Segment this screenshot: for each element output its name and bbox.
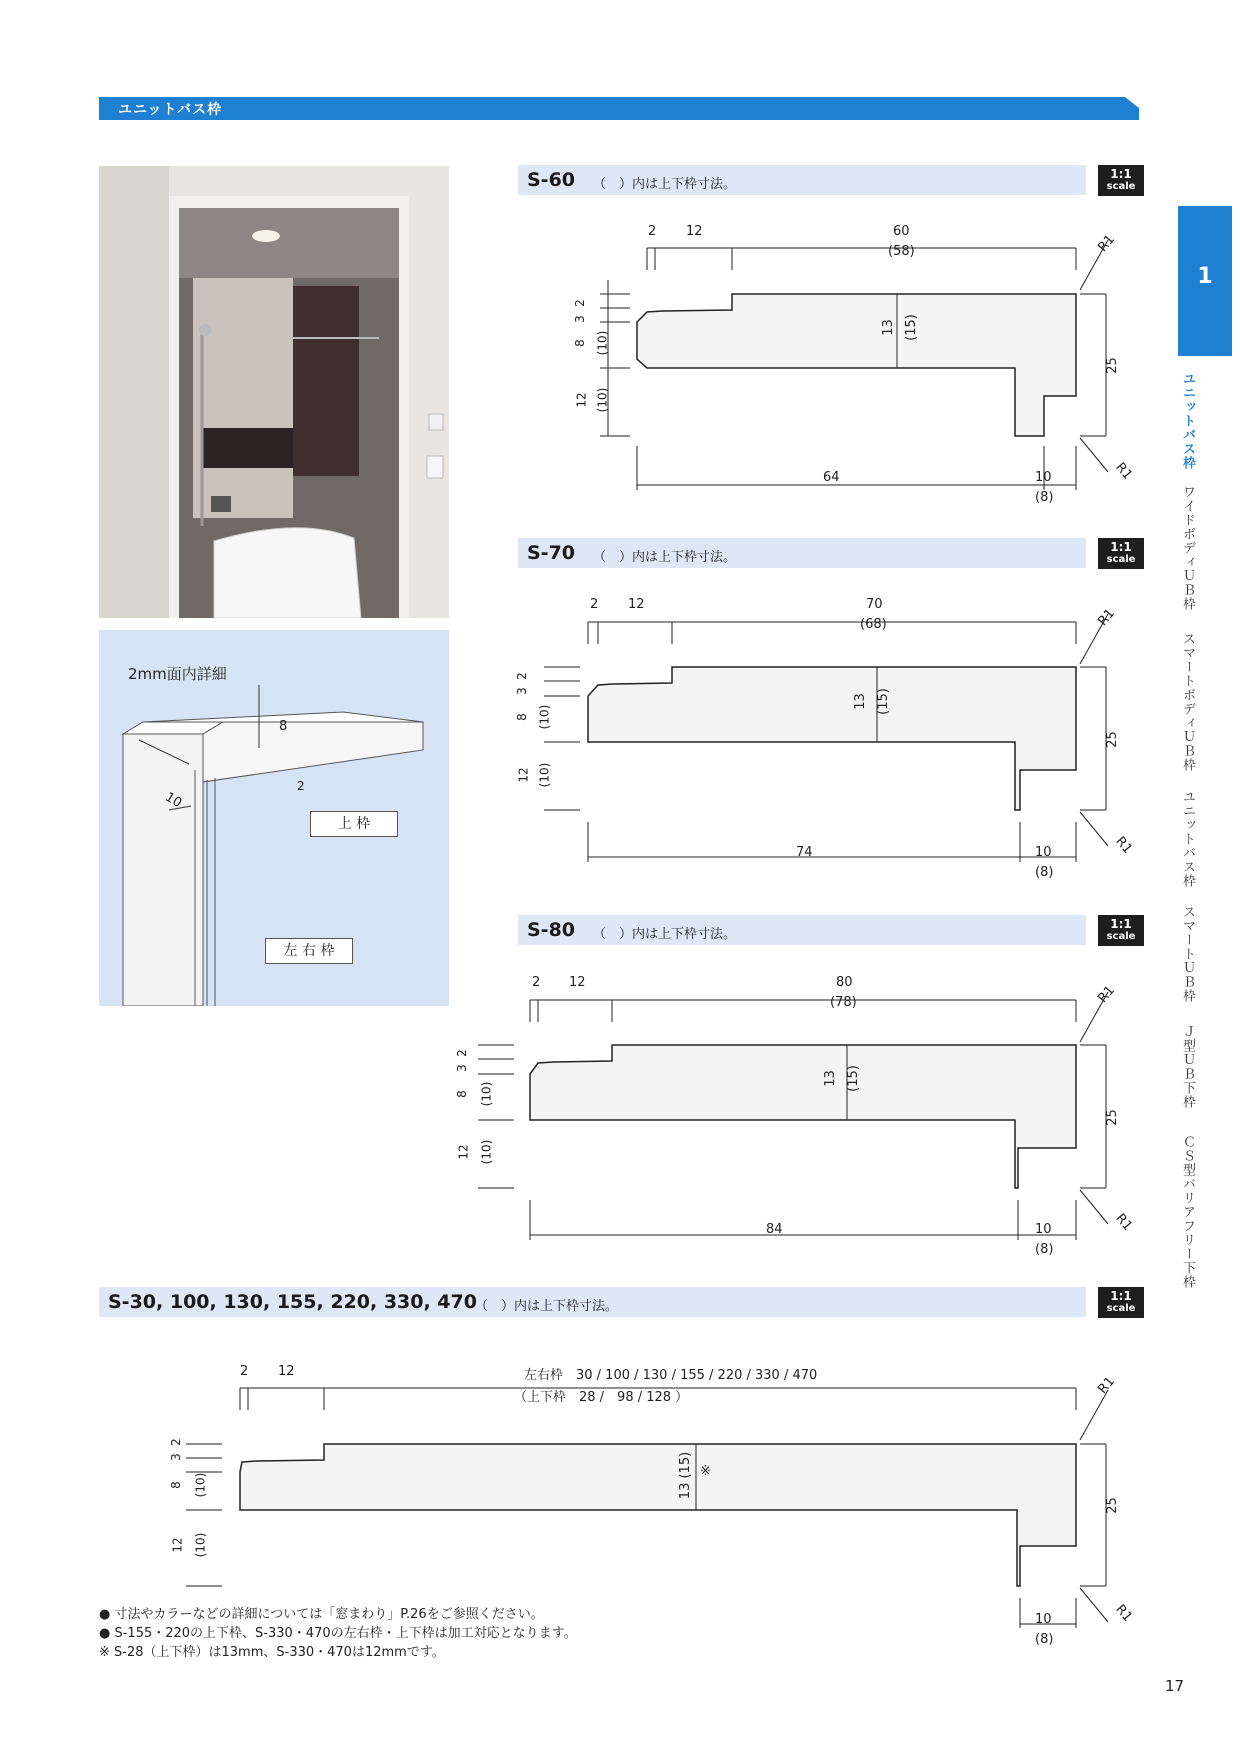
s80-dim-12v: 12	[456, 1144, 471, 1160]
s70-dim-15: (15)	[875, 688, 891, 715]
s70-dim-12: 12	[628, 597, 645, 612]
s60-dim-2v: 2	[572, 299, 587, 307]
s60-dim-3v: 3	[572, 315, 587, 323]
s70-dim-10b: (10)	[537, 762, 552, 788]
s60-dim-8v: 8	[572, 339, 587, 347]
s60-dim-13: 13	[880, 319, 896, 336]
footnote-1: ● 寸法やカラーなどの詳細については「窓まわり」P.26をご参照ください。	[99, 1607, 544, 1622]
s80-title: S-80	[527, 919, 576, 941]
s80-dim-top: 80	[836, 975, 853, 990]
s60-dim-10: 10	[1035, 470, 1052, 485]
big-dim-10b: (10)	[193, 1532, 208, 1558]
s60-profile-drawing	[560, 220, 1140, 520]
s80-dim-15: (15)	[845, 1065, 861, 1092]
s60-dim-10a: (10)	[595, 330, 610, 356]
page-number: 17	[1165, 1677, 1185, 1695]
s60-dim-top: 60	[893, 224, 910, 239]
s70-dim-8v: 8	[514, 713, 529, 721]
s60-dim-25: 25	[1104, 357, 1120, 374]
label-side-frame: 左 右 枠	[265, 938, 353, 964]
side-nav-item-7[interactable]: ＣＳ型バリアフリー下枠	[1180, 1135, 1195, 1289]
side-nav-item-3[interactable]: スマートボディＵＢ枠	[1180, 632, 1195, 772]
s60-r1-top: R1	[1095, 232, 1118, 255]
big-dim-12v: 12	[170, 1537, 185, 1553]
s80-note: （ ）内は上下枠寸法。	[593, 927, 737, 942]
s70-dim-12v: 12	[516, 767, 531, 783]
section-header-title: ユニットバス枠	[118, 102, 223, 118]
detail-dim-10: 10	[162, 789, 185, 812]
s80-dim-top-alt: (78)	[830, 995, 857, 1010]
big-dim-8b: (8)	[1035, 1632, 1054, 1647]
s70-note: （ ）内は上下枠寸法。	[593, 550, 737, 565]
s80-scale-badge: 1:1 scale	[1098, 915, 1144, 946]
s80-r1-bottom: R1	[1112, 1211, 1135, 1234]
detail-title: 2mm面内詳細	[128, 665, 227, 683]
s70-dim-top: 70	[866, 597, 883, 612]
s70-dim-25: 25	[1104, 731, 1120, 748]
big-widths-row2: （上下枠 28 / 98 / 128 ）	[514, 1390, 689, 1405]
label-top-frame: 上 枠	[310, 811, 398, 837]
s60-dim-top-alt: (58)	[888, 244, 915, 259]
big-r1-top: R1	[1095, 1374, 1118, 1397]
big-dim-2: 2	[240, 1364, 249, 1379]
side-nav-item-1[interactable]: ユニットバス枠	[1180, 372, 1195, 470]
s70-r1-bottom: R1	[1112, 834, 1135, 857]
s70-dim-10: 10	[1035, 845, 1052, 860]
big-dim-12: 12	[278, 1364, 295, 1379]
footnote-3: ※ S-28（上下枠）は13mm、S-330・470は12mmです。	[99, 1645, 445, 1660]
footnote-2: ● S-155・220の上下枠、S-330・470の左右枠・上下枠は加工対応となります。	[99, 1626, 577, 1641]
s70-dim-2v: 2	[514, 672, 529, 680]
s80-dim-2v: 2	[454, 1049, 469, 1057]
s70-dim-2: 2	[590, 597, 599, 612]
s60-r1-bottom: R1	[1112, 460, 1135, 483]
s60-scale-badge: 1:1 scale	[1098, 165, 1144, 196]
s80-dim-12: 12	[569, 975, 586, 990]
big-dim-10: 10	[1035, 1612, 1052, 1627]
s60-dim-8b: (8)	[1035, 490, 1054, 505]
side-nav-item-2[interactable]: ワイドボディＵＢ枠	[1180, 485, 1195, 611]
s60-note: （ ）内は上下枠寸法。	[593, 177, 737, 192]
detail-dim-8: 8	[279, 719, 288, 734]
big-dim-8v: 8	[168, 1481, 183, 1489]
s80-dim-13: 13	[822, 1070, 838, 1087]
s80-r1-top: R1	[1095, 983, 1118, 1006]
s60-dim-2: 2	[648, 224, 657, 239]
s80-dim-bottom: 84	[766, 1222, 783, 1237]
s80-dim-2: 2	[532, 975, 541, 990]
s80-dim-3v: 3	[454, 1064, 469, 1072]
big-scale-badge: 1:1 scale	[1098, 1287, 1144, 1318]
footnotes	[99, 1605, 577, 1662]
s80-dim-8b: (8)	[1035, 1242, 1054, 1257]
side-nav-item-6[interactable]: Ｊ型ＵＢ下枠	[1180, 1025, 1195, 1109]
s60-dim-10b: (10)	[595, 387, 610, 413]
side-nav-item-5[interactable]: スマートＵＢ枠	[1180, 905, 1195, 1003]
section-header-bar	[99, 97, 1139, 120]
s80-dim-8v: 8	[454, 1090, 469, 1098]
s60-dim-15: (15)	[903, 314, 919, 341]
s60-dim-bottom: 64	[823, 470, 840, 485]
detail-dim-2: 2	[297, 779, 305, 793]
s70-dim-8b: (8)	[1035, 865, 1054, 880]
big-dim-2v: 2	[168, 1438, 183, 1446]
s80-dim-25: 25	[1104, 1109, 1120, 1126]
s70-dim-top-alt: (68)	[860, 617, 887, 632]
big-dim-3v: 3	[168, 1453, 183, 1461]
s70-dim-13: 13	[852, 693, 868, 710]
s60-dim-12: 12	[686, 224, 703, 239]
big-dim-13: 13 (15)	[678, 1451, 694, 1500]
s80-dim-10b: (10)	[479, 1139, 494, 1165]
big-title: S-30, 100, 130, 155, 220, 330, 470	[108, 1291, 477, 1313]
s80-dim-10a: (10)	[479, 1081, 494, 1107]
s70-title: S-70	[527, 542, 576, 564]
big-note: （ ）内は上下枠寸法。	[475, 1299, 619, 1314]
s70-dim-3v: 3	[514, 687, 529, 695]
s80-dim-10: 10	[1035, 1222, 1052, 1237]
s60-dim-12v: 12	[574, 392, 589, 408]
big-widths-row1: 左右枠 30 / 100 / 130 / 155 / 220 / 330 / 470	[524, 1368, 818, 1383]
s70-dim-10a: (10)	[537, 704, 552, 730]
side-nav-item-4[interactable]: ユニットバス枠	[1180, 790, 1195, 888]
s70-scale-badge: 1:1 scale	[1098, 538, 1144, 569]
s70-dim-bottom: 74	[796, 845, 813, 860]
big-dim-10a: (10)	[193, 1472, 208, 1498]
big-dim-25: 25	[1104, 1497, 1120, 1514]
s70-r1-top: R1	[1095, 606, 1118, 629]
bathroom-photo	[99, 166, 449, 618]
big-r1-bottom: R1	[1112, 1602, 1135, 1625]
s60-title: S-60	[527, 169, 576, 191]
chapter-number: 1	[1197, 264, 1213, 289]
big-mark: ※	[700, 1464, 711, 1479]
